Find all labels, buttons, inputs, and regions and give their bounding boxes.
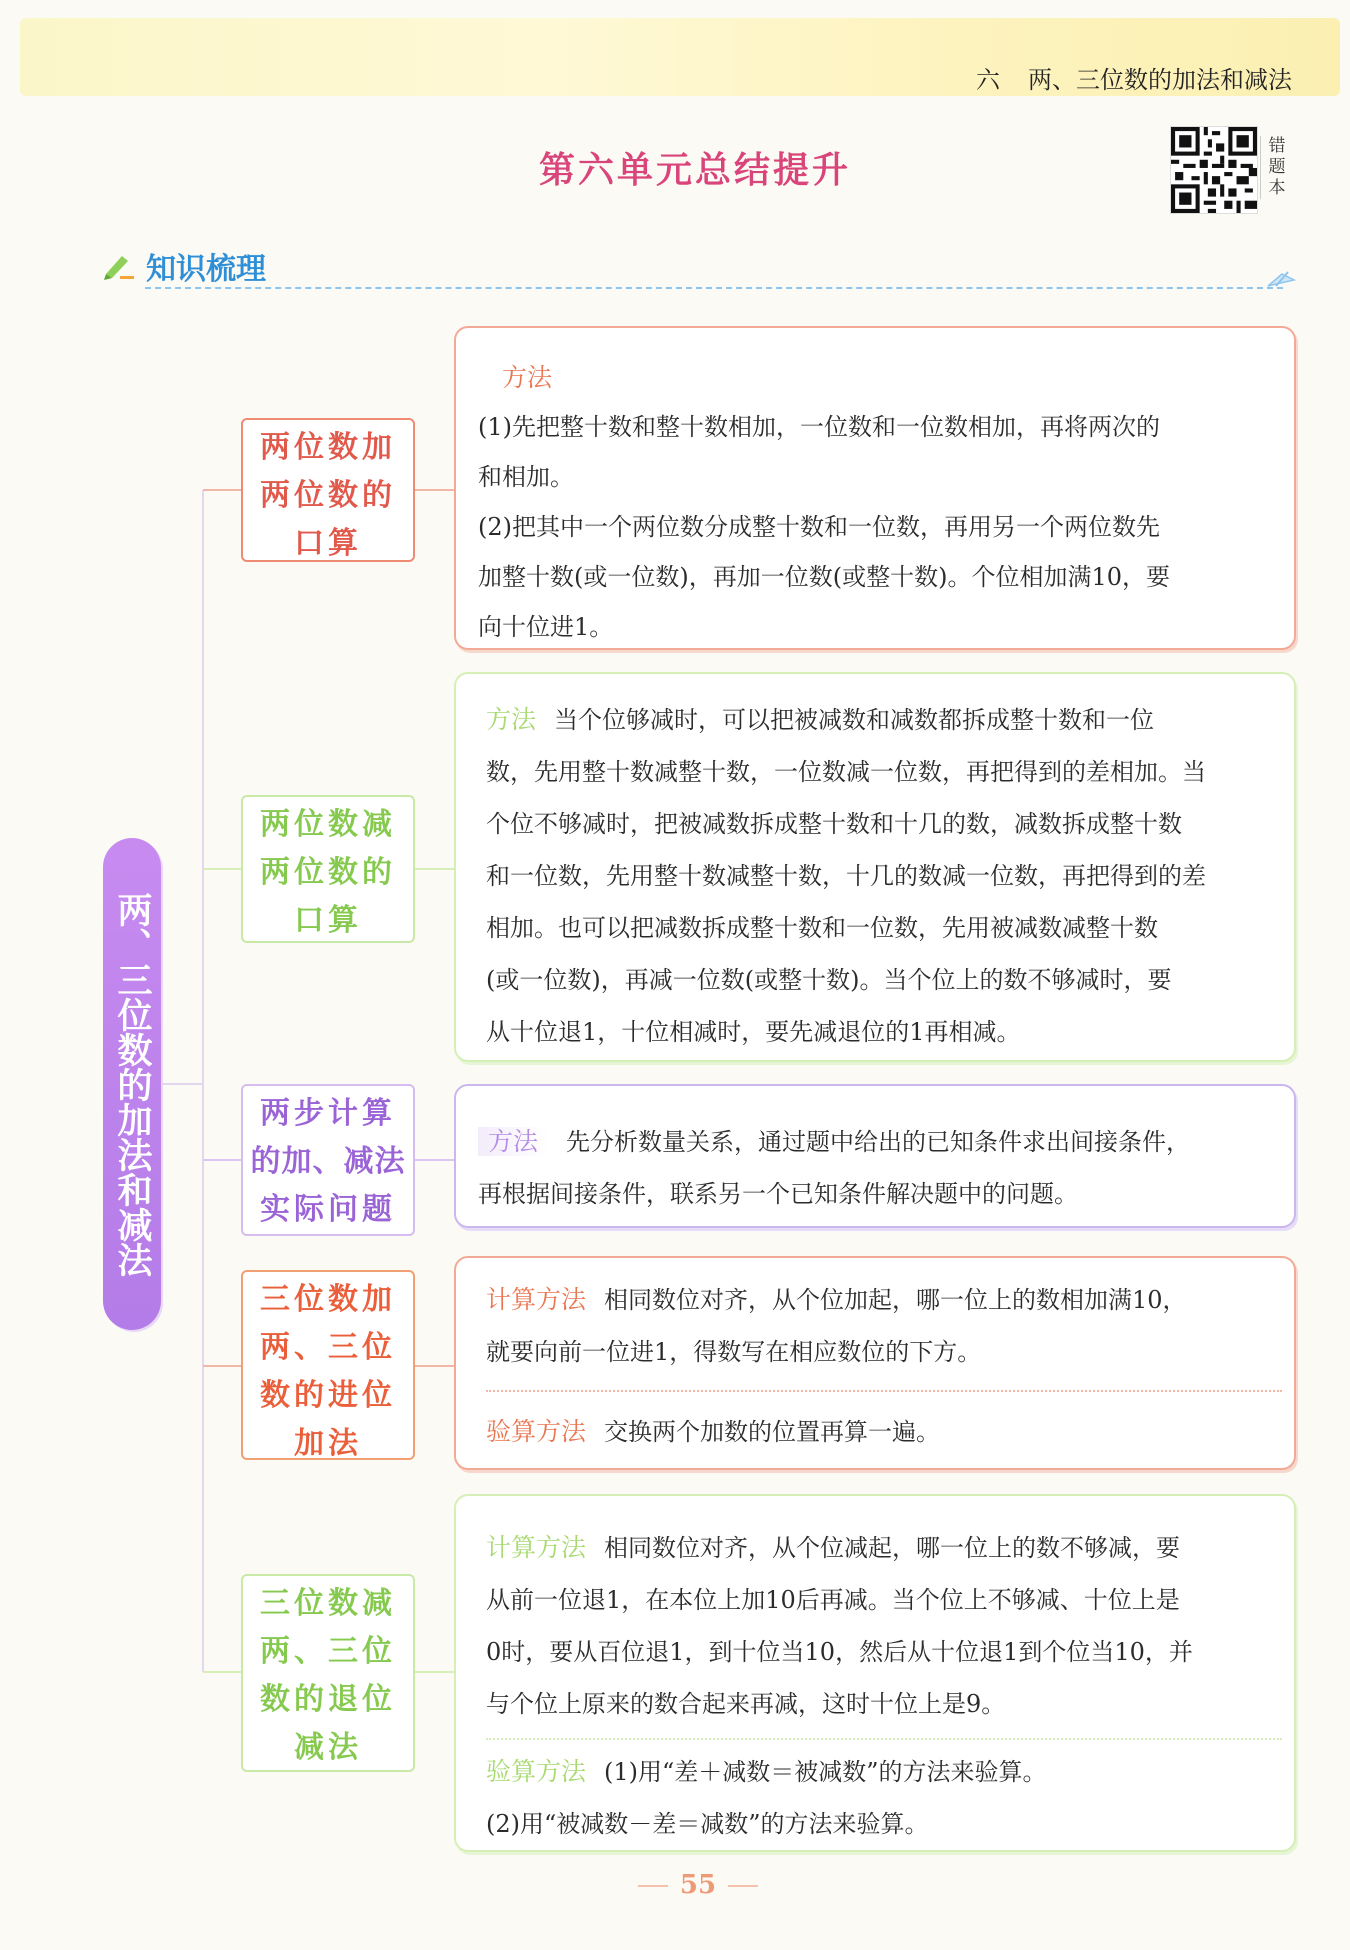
text-line [486, 1746, 1282, 1798]
text-line: 就要向前一位进1，得数写在相应数位的下方。 [486, 1338, 982, 1366]
method-label: 方法 [478, 1127, 548, 1156]
topic-two-digit-addition [241, 418, 415, 562]
page-number-dash [638, 1885, 668, 1887]
check-line: (1)用“差＋减数＝被减数”的方法来验算。 [604, 1758, 1047, 1786]
chapter-title: 两、三位数的加法和减法 [1028, 66, 1292, 94]
topic-line: 数的进位 [260, 1378, 396, 1413]
topic-three-digit-addition [241, 1270, 415, 1460]
qr-label: 错题本 [1260, 136, 1289, 199]
check-line: 交换两个加数的位置再算一遍。 [604, 1418, 941, 1446]
text-line: (2)把其中一个两位数分成整十数和一位数，再用另一个两位数先 [478, 513, 1160, 541]
text-line [486, 694, 1282, 746]
dotted-divider [486, 1390, 1282, 1392]
text-line: 加整十数(或一位数)，再加一位数(或整十数)。个位相加满10，要 [478, 563, 1170, 591]
first-line: 先分析数量关系，通过题中给出的已知条件求出间接条件， [566, 1128, 1191, 1156]
topic-line: 两、三位 [260, 1330, 396, 1365]
topic-line: 两位数加 [260, 430, 396, 465]
calc-label: 计算方法 [486, 1533, 587, 1562]
mindmap-root [103, 838, 161, 1330]
calc-label: 计算方法 [486, 1285, 587, 1314]
section-heading: 知识梳理 [146, 252, 266, 287]
first-line: 当个位够减时，可以把被减数和减数都拆成整十数和一位 [554, 706, 1155, 734]
chapter-number: 六 [976, 66, 1000, 94]
topic-line: 加法 [294, 1426, 362, 1461]
topic-line: 三位数减 [260, 1586, 396, 1621]
dotted-divider [486, 1738, 1282, 1740]
topic-line: 实际问题 [260, 1192, 396, 1227]
text-line: 0时，要从百位退1，到十位当10，然后从十位退1到个位当10，并 [486, 1638, 1193, 1666]
topic-line: 两位数的 [260, 478, 396, 513]
text-line: (1)先把整十数和整十数相加，一位数和一位数相加，再将两次的 [478, 413, 1160, 441]
topic-line: 数的退位 [260, 1682, 396, 1717]
topic-line: 两位数的 [260, 855, 396, 890]
first-line: 相同数位对齐，从个位加起，哪一位上的数相加满10， [604, 1286, 1187, 1314]
text-line: 数，先用整十数减整十数，一位数减一位数，再把得到的差相加。当 [486, 758, 1206, 786]
topic-line: 两位数减 [260, 807, 396, 842]
topic-two-digit-subtraction [241, 795, 415, 943]
text-line: 与个位上原来的数合起来再减，这时十位上是9。 [486, 1690, 1006, 1718]
page-number-value: 55 [679, 1870, 717, 1900]
topic-line: 两步计算 [260, 1096, 396, 1131]
topic-line: 三位数加 [260, 1282, 396, 1317]
topic-line: 的加、减法 [250, 1144, 406, 1179]
page-number-dash [728, 1885, 758, 1887]
topic-two-step-problems [241, 1084, 415, 1236]
text-line: 从前一位退1，在本位上加10后再减。当个位上不够减、十位上是 [486, 1586, 1180, 1614]
page-title: 第六单元总结提升 [538, 150, 851, 191]
text-line [478, 1116, 1282, 1168]
method-box-three-digit-addition [454, 1256, 1296, 1470]
method-box-three-digit-subtraction [454, 1494, 1296, 1852]
topic-line: 口算 [294, 526, 362, 561]
text-line [486, 1406, 1282, 1458]
method-label: 方法 [502, 363, 553, 392]
topic-line: 口算 [294, 903, 362, 938]
text-line [486, 1522, 1282, 1574]
topic-line: 两、三位 [260, 1634, 396, 1669]
text-line: 和一位数，先用整十数减整十数，十几的数减一位数，再把得到的差 [486, 862, 1206, 890]
text-line: (或一位数)，再减一位数(或整十数)。当个位上的数不够减时，要 [486, 966, 1172, 994]
text-line: 个位不够减时，把被减数拆成整十数和十几的数，减数拆成整十数 [486, 810, 1182, 838]
check-label: 验算方法 [486, 1417, 587, 1446]
method-label: 方法 [486, 705, 537, 734]
method-box-two-step-problems [454, 1084, 1296, 1228]
check-label: 验算方法 [486, 1757, 587, 1786]
text-line: (2)用“被减数－差＝减数”的方法来验算。 [486, 1810, 929, 1838]
method-box-two-digit-subtraction [454, 672, 1296, 1062]
text-line: 相加。也可以把减数拆成整十数和一位数，先用被减数减整十数 [486, 914, 1158, 942]
mindmap-root-label: 两、三位数的加法和减法 [112, 891, 152, 1277]
topic-three-digit-subtraction [241, 1574, 415, 1772]
page-number [0, 1870, 1350, 1900]
method-box-two-digit-addition [454, 326, 1296, 650]
text-line: 和相加。 [478, 463, 574, 491]
topic-line: 减法 [294, 1730, 362, 1765]
text-line: 再根据间接条件，联系另一个已知条件解决题中的问题。 [478, 1180, 1078, 1208]
text-line [486, 1274, 1282, 1326]
first-line: 相同数位对齐，从个位减起，哪一位上的数不够减，要 [604, 1534, 1181, 1562]
text-line: 从十位退1，十位相减时，要先减退位的1再相减。 [486, 1018, 1021, 1046]
text-line: 向十位进1。 [478, 613, 614, 641]
